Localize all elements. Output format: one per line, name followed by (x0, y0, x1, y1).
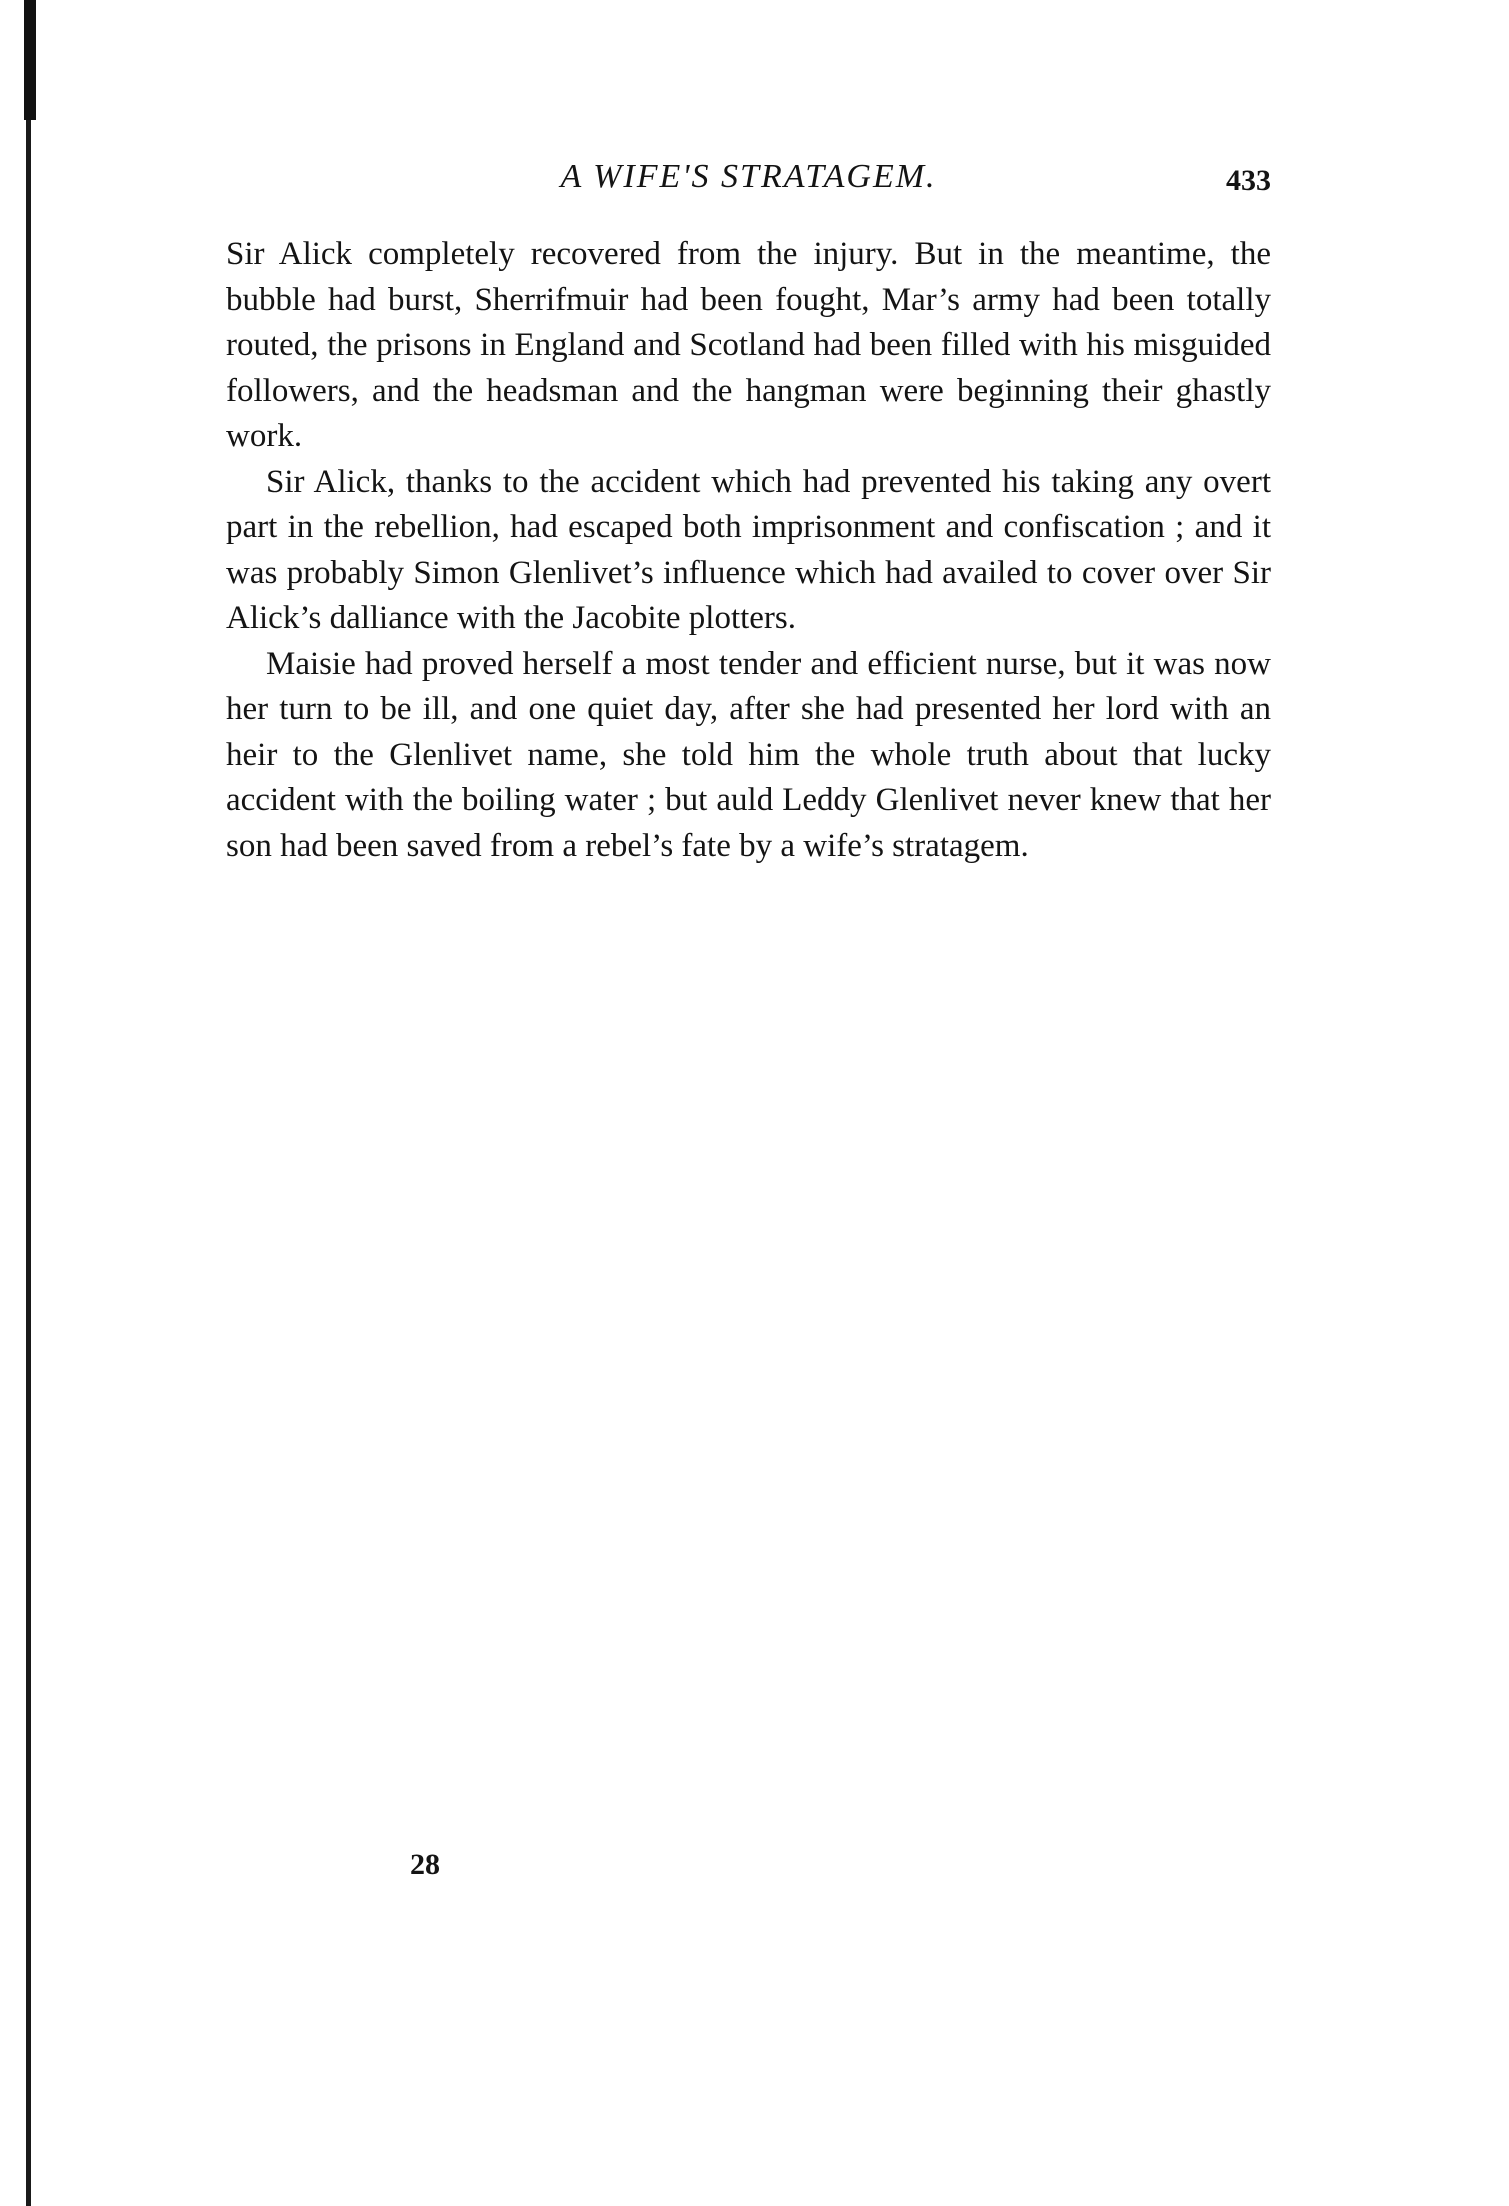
body-text (226, 232, 1271, 869)
running-title: A WIFE'S STRATAGEM. (560, 158, 937, 195)
page-number: 433 (1226, 164, 1271, 197)
paragraph-1: Sir Alick completely recovered from the injury. But in the meantime, the bubble had burst, Sherrifmuir had been fought, Mar’s army had been totally routed, the prisons in England and Scotland had been filled with his misguided followers, and the headsman and the hangman were beginning their ghastly work. (226, 236, 1271, 454)
paragraph-3: Maisie had proved herself a most tender and efficient nurse, but it was now her turn to be ill, and one quiet day, after she had presented her lord with an heir to the Glenlivet name, she told him the whole truth about that lucky accident with the boiling water ; but auld Leddy Glenlivet never knew that her son had been saved from a rebel’s fate by a wife’s stratagem. (226, 645, 1271, 864)
signature-mark: 28 (410, 1848, 440, 1881)
page-binding-edge-top (24, 0, 36, 120)
running-head (226, 158, 1271, 202)
paragraph-2: Sir Alick, thanks to the accident which had prevented his taking any overt part in the rebellion, had escaped both imprisonment and confiscation ; and it was probably Simon Glenlivet’s influence which had availed to cover over Sir Alick’s dalliance with the Jacobite plotters. (226, 463, 1271, 636)
page-binding-edge (26, 0, 31, 2206)
